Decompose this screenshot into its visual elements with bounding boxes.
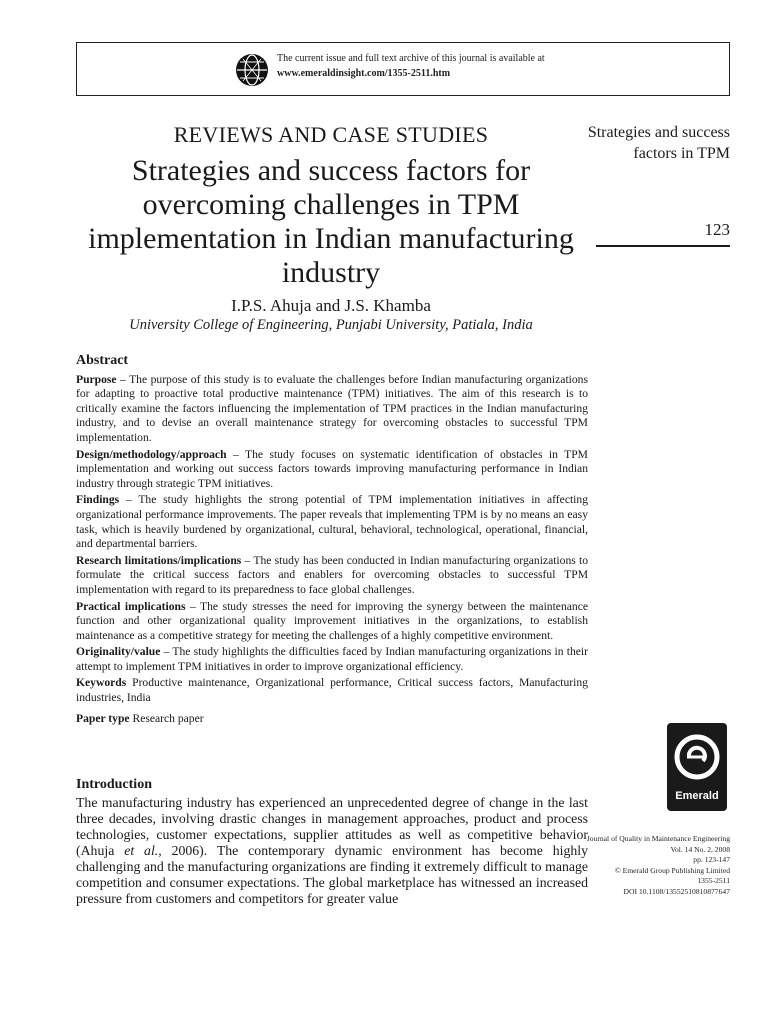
journal-name: Journal of Quality in Maintenance Engineering — [586, 834, 730, 843]
journal-volume: Vol. 14 No. 2, 2008 — [670, 844, 730, 854]
journal-url-link[interactable]: www.emeraldinsight.com/1355-2511.htm — [277, 68, 451, 79]
abstract-design — [76, 448, 588, 492]
originality-text: – The study highlights the difficulties faced by Indian manufacturing organizations in their attempt to implement TPM initiatives in order to improve organizational efficiency. — [76, 645, 588, 673]
globe-icon — [235, 53, 269, 87]
emerald-logo-text: Emerald — [675, 790, 719, 802]
purpose-text: – The purpose of this study is to evaluate the challenges before Indian manufacturing organizations for adapting to proactive total productive maintenance (TPM) initiatives. The aim of this research is to critically examine the factors influencing the implementation of TPM practices in the Indian manufacturing industry, and to devise an overall maintenance strategy for overcoming obstacles to successful TPM implementation. — [76, 372, 588, 444]
emerald-logo — [667, 723, 727, 811]
abstract-findings — [76, 493, 588, 551]
publisher: © Emerald Group Publishing Limited — [614, 865, 730, 875]
page-number: 123 — [704, 220, 730, 239]
abstract-originality — [76, 645, 588, 674]
design-label: Design/methodology/approach — [76, 447, 227, 461]
abstract-heading: Abstract — [76, 353, 129, 368]
keywords-text: Productive maintenance, Organizational performance, Critical success factors, Manufacturing industries, India — [76, 676, 588, 705]
research-label: Research limitations/implications — [76, 553, 242, 567]
abstract-purpose — [76, 373, 588, 446]
paper-type-text: Research paper — [129, 711, 204, 725]
abstract-research — [76, 554, 588, 598]
findings-label: Findings — [76, 493, 120, 507]
introduction-text — [76, 795, 588, 907]
availability-text: The current issue and full text archive of this journal is available at — [277, 53, 545, 64]
paper-type-label: Paper type — [76, 711, 130, 725]
section-heading: REVIEWS AND CASE STUDIES — [173, 122, 489, 147]
journal-availability-box — [76, 42, 730, 96]
running-head: Strategies and success factors in TPM — [587, 124, 730, 162]
abstract-keywords — [76, 676, 588, 705]
emerald-logo-icon — [667, 727, 727, 787]
practical-label: Practical implications — [76, 599, 186, 613]
abstract-paper-type — [76, 712, 588, 727]
purpose-label: Purpose — [76, 372, 117, 386]
practical-text: – The study stresses the need for improving the synergy between the maintenance function and other organizational quality improvement initiatives in the organizations, to establish maintenance as a competitive strategy for meeting the challenges of a highly competitive environment. — [76, 599, 588, 642]
affiliation: University College of Engineering, Punjabi University, Patiala, India — [129, 317, 533, 333]
divider-rule — [596, 245, 730, 247]
keywords-label: Keywords — [76, 676, 127, 690]
authors: I.P.S. Ahuja and J.S. Khamba — [231, 296, 431, 315]
journal-info — [560, 834, 730, 898]
originality-label: Originality/value — [76, 645, 161, 659]
doi: DOI 10.1108/13552510810877647 — [623, 886, 730, 896]
intro-citation-italic: et al. — [124, 843, 159, 858]
design-text: – The study focuses on systematic identification of obstacles in TPM implementation and working out success factors towards improving manufacturing performance in Indian industry through strategic TPM initiatives. — [76, 447, 588, 490]
abstract-section — [76, 354, 588, 728]
introduction-heading: Introduction — [76, 777, 152, 792]
intro-text-part2: , 2006). The contemporary dynamic environment has become highly challenging and the manufacturing organizations are finding it extremely difficult to manage competition and consumer expectations. The global marketplace has witnessed an increased pressure from customers and competitors for greater value — [76, 843, 588, 906]
issn: 1355-2511 — [697, 876, 730, 886]
article-title: Strategies and success factors for overcoming challenges in TPM implementation in Indian manufacturing industry — [88, 154, 574, 289]
research-text: – The study has been conducted in Indian manufacturing organizations to formulate the critical success factors and enablers for overcoming obstacles to successful TPM implementation with regard to its preparedness to face global challenges. — [76, 553, 589, 596]
journal-pages: pp. 123-147 — [693, 855, 730, 865]
intro-text-part1: The manufacturing industry has experienced an unprecedented degree of change in the last three decades, involving drastic changes in management approaches, product and process technologies, customer expectations, supplier attitudes as well as competitive behavior (Ahuja — [76, 795, 588, 858]
abstract-practical — [76, 600, 588, 644]
findings-text: – The study highlights the strong potential of TPM implementation initiatives in affecting organizational performance improvements. The paper reveals that implementing TPM is by no means an easy task, which is heavily burdened by organizational, cultural, behavioral, technological, operational, financial, and departmental barriers. — [76, 493, 588, 551]
